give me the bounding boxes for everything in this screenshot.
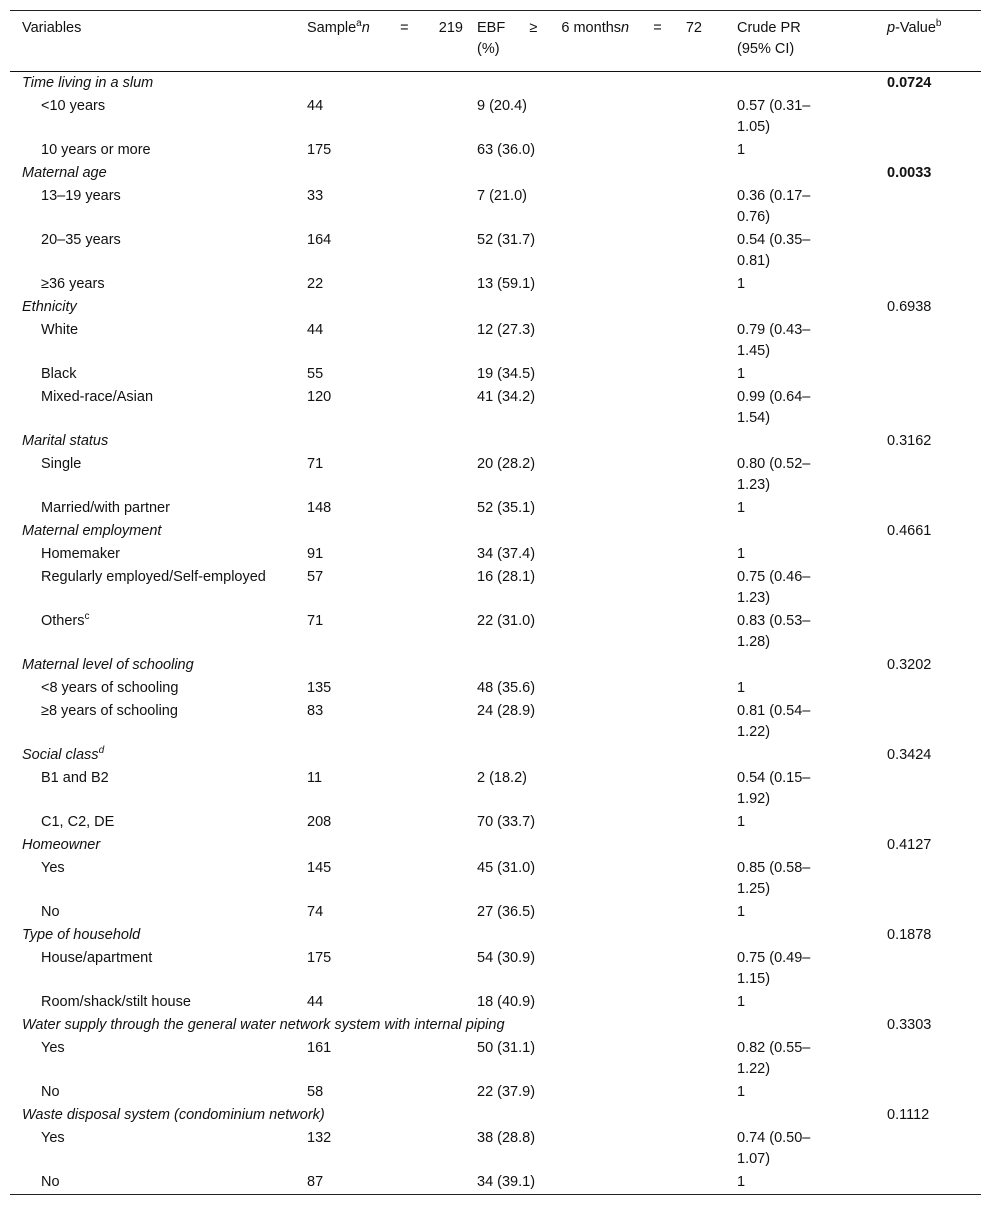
ebf-count: 70 (33.7) bbox=[477, 814, 536, 830]
header-pvalue-rest: -Value bbox=[895, 20, 936, 36]
crude-pr: 1 bbox=[737, 814, 746, 830]
crude-pr: 0.99 (0.64–1.54) bbox=[737, 389, 811, 426]
sample-n: 161 bbox=[307, 1040, 332, 1056]
sample-n: 44 bbox=[307, 994, 324, 1010]
p-value bbox=[887, 566, 981, 610]
crude-pr: 0.54 (0.35–0.81) bbox=[737, 232, 811, 269]
sample-n: 55 bbox=[307, 366, 324, 382]
ebf-count: 52 (31.7) bbox=[477, 232, 536, 248]
ebf-count: 34 (39.1) bbox=[477, 1174, 536, 1190]
p-value bbox=[887, 857, 981, 901]
table-row bbox=[10, 319, 981, 363]
p-value: 0.0724 bbox=[887, 75, 932, 91]
p-value bbox=[887, 677, 981, 700]
empty-cell bbox=[307, 430, 477, 453]
crude-pr: 0.80 (0.52–1.23) bbox=[737, 456, 811, 493]
p-value bbox=[887, 1037, 981, 1081]
header-ebf-eq: = bbox=[653, 20, 662, 36]
ebf-count: 24 (28.9) bbox=[477, 703, 536, 719]
sample-n: 44 bbox=[307, 98, 324, 114]
row-label: Yes bbox=[41, 1130, 65, 1146]
p-value bbox=[887, 386, 981, 430]
crude-pr: 0.82 (0.55–1.22) bbox=[737, 1040, 811, 1077]
table-row bbox=[10, 1081, 981, 1104]
crude-pr: 1 bbox=[737, 1174, 746, 1190]
row-label: B1 and B2 bbox=[41, 770, 109, 786]
row-label: 20–35 years bbox=[41, 232, 121, 248]
table-row bbox=[10, 363, 981, 386]
p-value bbox=[887, 543, 981, 566]
category-row bbox=[10, 296, 981, 319]
crude-pr: 1 bbox=[737, 546, 746, 562]
row-footnote-sup: c bbox=[84, 611, 90, 623]
header-ebf bbox=[477, 11, 737, 72]
empty-cell bbox=[737, 72, 887, 96]
p-value bbox=[887, 947, 981, 991]
category-label: Social class$^d$ bbox=[22, 745, 105, 763]
table-body bbox=[10, 72, 981, 1195]
sample-n: 87 bbox=[307, 1174, 324, 1190]
header-ebf-n: n bbox=[621, 20, 630, 36]
empty-cell bbox=[737, 834, 887, 857]
category-label: Water supply through the general water network system with internal piping bbox=[22, 1017, 505, 1033]
row-label: <8 years of schooling bbox=[41, 680, 179, 696]
table-row bbox=[10, 229, 981, 273]
table-row bbox=[10, 95, 981, 139]
header-ebf-line2: (%) bbox=[477, 41, 500, 57]
empty-cell bbox=[477, 162, 737, 185]
row-label: C1, C2, DE bbox=[41, 814, 115, 830]
ebf-count: 45 (31.0) bbox=[477, 860, 536, 876]
p-value bbox=[887, 363, 981, 386]
row-label: White bbox=[41, 322, 79, 338]
p-value bbox=[887, 610, 981, 654]
header-pvalue-sup: b bbox=[935, 18, 942, 30]
sample-n: 57 bbox=[307, 569, 324, 585]
header-sample-val: 219 bbox=[438, 20, 463, 36]
sample-n: 91 bbox=[307, 546, 324, 562]
ebf-count: 54 (30.9) bbox=[477, 950, 536, 966]
row-label: Room/shack/stilt house bbox=[41, 994, 191, 1010]
table-row bbox=[10, 901, 981, 924]
p-value: 0.3202 bbox=[887, 657, 932, 673]
category-label: Time living in a slum bbox=[22, 75, 154, 91]
ebf-count: 16 (28.1) bbox=[477, 569, 536, 585]
empty-cell bbox=[477, 654, 737, 677]
sample-n: 74 bbox=[307, 904, 324, 920]
table-row bbox=[10, 677, 981, 700]
table-row bbox=[10, 386, 981, 430]
p-value bbox=[887, 1081, 981, 1104]
sample-n: 175 bbox=[307, 950, 332, 966]
crude-pr: 0.54 (0.15–1.92) bbox=[737, 770, 811, 807]
crude-pr: 0.83 (0.53–1.28) bbox=[737, 613, 811, 650]
table-row bbox=[10, 139, 981, 162]
ebf-count: 12 (27.3) bbox=[477, 322, 536, 338]
header-ebf-a: EBF bbox=[477, 20, 506, 36]
p-value bbox=[887, 273, 981, 296]
p-value bbox=[887, 185, 981, 229]
ebf-count: 9 (20.4) bbox=[477, 98, 527, 114]
p-value bbox=[887, 700, 981, 744]
empty-cell bbox=[477, 744, 737, 767]
category-label: Homeowner bbox=[22, 837, 101, 853]
category-row bbox=[10, 654, 981, 677]
empty-cell bbox=[307, 654, 477, 677]
row-label: House/apartment bbox=[41, 950, 153, 966]
p-value bbox=[887, 497, 981, 520]
row-label: Black bbox=[41, 366, 77, 382]
ebf-count: 2 (18.2) bbox=[477, 770, 527, 786]
empty-cell bbox=[307, 744, 477, 767]
category-label: Maternal employment bbox=[22, 523, 162, 539]
category-row bbox=[10, 834, 981, 857]
header-ebf-ge: ≥ bbox=[529, 20, 538, 36]
sample-n: 58 bbox=[307, 1084, 324, 1100]
row-label: No bbox=[41, 1174, 60, 1190]
p-value bbox=[887, 453, 981, 497]
ebf-count: 18 (40.9) bbox=[477, 994, 536, 1010]
header-sample-label: Sample bbox=[307, 20, 357, 36]
ebf-count: 22 (37.9) bbox=[477, 1084, 536, 1100]
row-label: Yes bbox=[41, 1040, 65, 1056]
empty-cell bbox=[307, 162, 477, 185]
crude-pr: 0.36 (0.17–0.76) bbox=[737, 188, 811, 225]
category-row bbox=[10, 72, 981, 96]
sample-n: 120 bbox=[307, 389, 332, 405]
row-label: Others$^c$ bbox=[41, 611, 90, 629]
ebf-count: 22 (31.0) bbox=[477, 613, 536, 629]
empty-cell bbox=[737, 520, 887, 543]
p-value: 0.3303 bbox=[887, 1017, 932, 1033]
p-value bbox=[887, 1171, 981, 1195]
p-value: 0.1112 bbox=[887, 1107, 930, 1123]
empty-cell bbox=[737, 924, 887, 947]
crude-pr: 0.57 (0.31–1.05) bbox=[737, 98, 811, 135]
sample-n: 148 bbox=[307, 500, 332, 516]
p-value: 0.3424 bbox=[887, 747, 932, 763]
results-table-container bbox=[10, 10, 981, 1195]
category-row bbox=[10, 924, 981, 947]
empty-cell bbox=[307, 296, 477, 319]
row-label: Homemaker bbox=[41, 546, 120, 562]
row-label: Married/with partner bbox=[41, 500, 170, 516]
table-row bbox=[10, 273, 981, 296]
table-row bbox=[10, 700, 981, 744]
p-value bbox=[887, 1127, 981, 1171]
row-label: Mixed-race/Asian bbox=[41, 389, 154, 405]
p-value bbox=[887, 139, 981, 162]
empty-cell bbox=[307, 834, 477, 857]
header-sample-sup: a bbox=[356, 18, 362, 30]
category-label: Ethnicity bbox=[22, 299, 77, 315]
sample-n: 132 bbox=[307, 1130, 332, 1146]
row-label: <10 years bbox=[41, 98, 106, 114]
category-row bbox=[10, 744, 981, 767]
category-label: Maternal age bbox=[22, 165, 107, 181]
header-sample-n: n bbox=[361, 20, 370, 36]
ebf-count: 34 (37.4) bbox=[477, 546, 536, 562]
header-pvalue-p: p bbox=[887, 20, 896, 36]
empty-cell bbox=[737, 296, 887, 319]
row-label: No bbox=[41, 904, 60, 920]
table-row bbox=[10, 497, 981, 520]
header-variables: Variables bbox=[22, 20, 82, 36]
crude-pr: 1 bbox=[737, 680, 746, 696]
header-crude-pr: Crude PR (95% CI) bbox=[737, 20, 801, 57]
crude-pr: 0.79 (0.43–1.45) bbox=[737, 322, 811, 359]
crude-pr: 1 bbox=[737, 276, 746, 292]
table-row bbox=[10, 543, 981, 566]
category-row bbox=[10, 1014, 981, 1037]
category-label: Type of household bbox=[22, 927, 141, 943]
sample-n: 44 bbox=[307, 322, 324, 338]
table-row bbox=[10, 453, 981, 497]
category-label: Maternal level of schooling bbox=[22, 657, 194, 673]
table-row bbox=[10, 1127, 981, 1171]
empty-cell bbox=[737, 744, 887, 767]
empty-cell bbox=[477, 430, 737, 453]
row-label: Yes bbox=[41, 860, 65, 876]
p-value: 0.0033 bbox=[887, 165, 932, 181]
crude-pr: 1 bbox=[737, 994, 746, 1010]
p-value bbox=[887, 229, 981, 273]
sample-n: 33 bbox=[307, 188, 324, 204]
ebf-count: 50 (31.1) bbox=[477, 1040, 536, 1056]
category-row bbox=[10, 430, 981, 453]
p-value: 0.4661 bbox=[887, 523, 932, 539]
ebf-count: 19 (34.5) bbox=[477, 366, 536, 382]
row-label: No bbox=[41, 1084, 60, 1100]
table-row bbox=[10, 947, 981, 991]
category-label: Marital status bbox=[22, 433, 109, 449]
ebf-count: 52 (35.1) bbox=[477, 500, 536, 516]
sample-n: 208 bbox=[307, 814, 332, 830]
p-value: 0.1878 bbox=[887, 927, 932, 943]
sample-n: 175 bbox=[307, 142, 332, 158]
ebf-count: 13 (59.1) bbox=[477, 276, 536, 292]
row-label: 10 years or more bbox=[41, 142, 151, 158]
crude-pr: 1 bbox=[737, 500, 746, 516]
p-value: 0.3162 bbox=[887, 433, 932, 449]
empty-cell bbox=[737, 430, 887, 453]
crude-pr: 0.75 (0.46–1.23) bbox=[737, 569, 811, 606]
table-row bbox=[10, 1037, 981, 1081]
p-value bbox=[887, 991, 981, 1014]
prevalence-ratio-table bbox=[10, 10, 981, 1195]
p-value bbox=[887, 319, 981, 363]
header-ebf-b: 6 months bbox=[561, 20, 622, 36]
table-row bbox=[10, 610, 981, 654]
header-ebf-val: 72 bbox=[685, 20, 702, 36]
empty-cell bbox=[307, 72, 477, 96]
p-value bbox=[887, 95, 981, 139]
header-sample-eq: = bbox=[400, 20, 409, 36]
header-pvalue bbox=[887, 11, 981, 72]
empty-cell bbox=[477, 296, 737, 319]
crude-pr: 1 bbox=[737, 1084, 746, 1100]
ebf-count: 38 (28.8) bbox=[477, 1130, 536, 1146]
sample-n: 83 bbox=[307, 703, 324, 719]
crude-pr: 0.81 (0.54–1.22) bbox=[737, 703, 811, 740]
p-value: 0.4127 bbox=[887, 837, 932, 853]
row-label: Regularly employed/Self-employed bbox=[41, 569, 266, 585]
empty-cell bbox=[477, 834, 737, 857]
p-value: 0.6938 bbox=[887, 299, 932, 315]
table-row bbox=[10, 811, 981, 834]
crude-pr: 1 bbox=[737, 904, 746, 920]
crude-pr: 1 bbox=[737, 366, 746, 382]
ebf-count: 41 (34.2) bbox=[477, 389, 536, 405]
ebf-count: 20 (28.2) bbox=[477, 456, 536, 472]
row-label: 13–19 years bbox=[41, 188, 121, 204]
empty-cell bbox=[737, 654, 887, 677]
row-label: Single bbox=[41, 456, 82, 472]
category-footnote-sup: d bbox=[98, 745, 105, 757]
table-row bbox=[10, 185, 981, 229]
sample-n: 145 bbox=[307, 860, 332, 876]
empty-cell bbox=[307, 924, 477, 947]
header-sample bbox=[307, 11, 477, 72]
row-label: ≥36 years bbox=[41, 276, 105, 292]
table-row bbox=[10, 857, 981, 901]
ebf-count: 27 (36.5) bbox=[477, 904, 536, 920]
ebf-count: 48 (35.6) bbox=[477, 680, 536, 696]
table-row bbox=[10, 566, 981, 610]
crude-pr: 0.85 (0.58–1.25) bbox=[737, 860, 811, 897]
sample-n: 22 bbox=[307, 276, 324, 292]
category-row bbox=[10, 520, 981, 543]
crude-pr: 0.75 (0.49–1.15) bbox=[737, 950, 811, 987]
category-label: Waste disposal system (condominium network) bbox=[22, 1107, 325, 1123]
sample-n: 135 bbox=[307, 680, 332, 696]
empty-cell bbox=[477, 72, 737, 96]
sample-n: 11 bbox=[307, 770, 323, 786]
empty-cell bbox=[477, 520, 737, 543]
row-label: ≥8 years of schooling bbox=[41, 703, 178, 719]
table-header-row bbox=[10, 11, 981, 72]
category-row bbox=[10, 1104, 981, 1127]
crude-pr: 0.74 (0.50–1.07) bbox=[737, 1130, 811, 1167]
sample-n: 71 bbox=[307, 613, 324, 629]
p-value bbox=[887, 901, 981, 924]
sample-n: 71 bbox=[307, 456, 324, 472]
ebf-count: 63 (36.0) bbox=[477, 142, 536, 158]
category-row bbox=[10, 162, 981, 185]
empty-cell bbox=[477, 924, 737, 947]
table-row bbox=[10, 1171, 981, 1195]
p-value bbox=[887, 811, 981, 834]
table-row bbox=[10, 991, 981, 1014]
p-value bbox=[887, 767, 981, 811]
sample-n: 164 bbox=[307, 232, 332, 248]
empty-cell bbox=[737, 162, 887, 185]
crude-pr: 1 bbox=[737, 142, 746, 158]
ebf-count: 7 (21.0) bbox=[477, 188, 527, 204]
empty-cell bbox=[307, 520, 477, 543]
table-row bbox=[10, 767, 981, 811]
